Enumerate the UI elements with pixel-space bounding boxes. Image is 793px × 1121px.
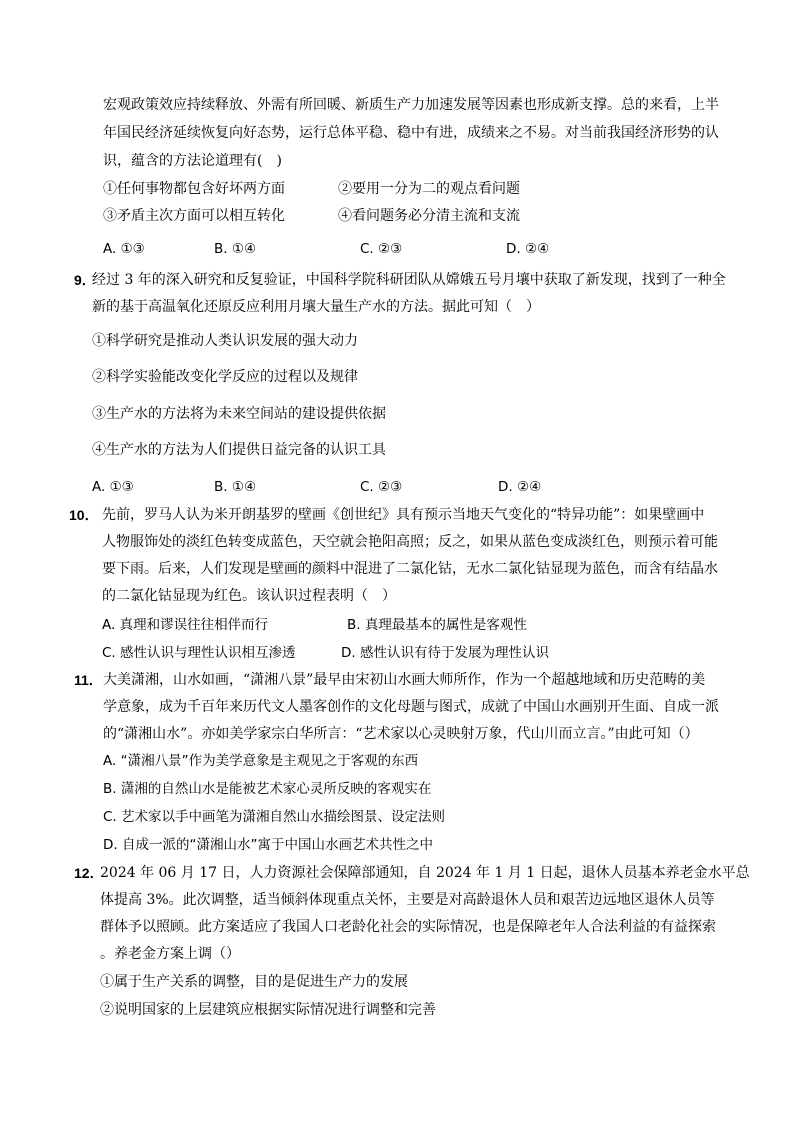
q8-choice-c[interactable]: C. ②③ <box>360 241 403 257</box>
q10-choice-d[interactable]: D. 感性认识有待于发展为理性认识 <box>341 645 549 661</box>
q11-number: 11． <box>74 672 103 688</box>
q9-line-2: 新的基于高温氧化还原反应利用月壤大量生产水的方法。据此可知（ ） <box>92 299 540 315</box>
q11-line-3: 的“潇湘山水”。亦如美学家宗白华所言：“艺术家以心灵映射万象，代山川而立言。”由此可知（） <box>103 726 699 742</box>
q10-line-1: 先前，罗马人认为米开朗基罗的壁画《创世纪》具有预示当地天气变化的“特异功能”：如果壁画中 <box>102 507 705 523</box>
q11-choice-a[interactable]: A. “潇湘八景”作为美学意象是主观见之于客观的东西 <box>103 753 419 769</box>
q8-item-2: ②要用一分为二的观点看问题 <box>338 181 520 197</box>
q10-line-3: 要下雨。后来，人们发现是壁画的颜料中混进了二氯化钴，无水二氯化钴显现为蓝色，而含有结晶水 <box>102 561 718 577</box>
q9-item-3: ③生产水的方法将为未来空间站的建设提供依据 <box>92 406 386 422</box>
q8-item-1: ①任何事物都包含好坏两方面 <box>103 181 285 197</box>
q12-line-1: 2024 年 06 月 17 日，人力资源社会保障部通知，自 2024 年 1 月 1 日起，退休人员基本养老金水平总 <box>100 865 750 881</box>
q11-choice-c[interactable]: C. 艺术家以手中画笔为潇湘自然山水描绘图景、设定法则 <box>103 809 446 825</box>
q11-choice-d[interactable]: D. 自成一派的“潇湘山水”寓于中国山水画艺术共性之中 <box>103 837 433 853</box>
q8-line-2: 年国民经济延续恢复向好态势，运行总体平稳、稳中有进，成绩来之不易。对当前我国经济形势的认 <box>103 125 719 141</box>
q9-item-4: ④生产水的方法为人们提供日益完备的认识工具 <box>92 442 386 458</box>
q8-choice-d[interactable]: D. ②④ <box>506 241 550 257</box>
q8-line-1: 宏观政策效应持续释放、外需有所回暖、新质生产力加速发展等因素也形成新支撑。总的来看，上半 <box>103 97 719 113</box>
q9-choice-d[interactable]: D. ②④ <box>498 479 542 495</box>
q12-item-2: ②说明国家的上层建筑应根据实际情况进行调整和完善 <box>100 1002 436 1018</box>
q12-item-1: ①属于生产关系的调整，目的是促进生产力的发展 <box>100 974 408 990</box>
q10-choice-c[interactable]: C. 感性认识与理性认识相互渗透 <box>102 645 296 661</box>
q11-choice-b[interactable]: B. 潇湘的自然山水是能被艺术家心灵所反映的客观实在 <box>103 781 432 797</box>
q9-choice-c[interactable]: C. ②③ <box>360 479 403 495</box>
q8-item-3: ③矛盾主次方面可以相互转化 <box>103 208 285 224</box>
q12-line-4: 。养老金方案上调（） <box>100 946 240 962</box>
q12-line-3: 群体予以照顾。此方案适应了我国人口老龄化社会的实际情况，也是保障老年人合法利益的有益探索 <box>100 919 716 935</box>
q9-number: 9． <box>74 272 96 288</box>
q12-number: 12． <box>74 865 104 881</box>
q12-line-2: 体提高 3%。此次调整，适当倾斜体现重点关怀，主要是对高龄退休人员和艰苦边远地区退休人员等 <box>100 892 715 908</box>
q9-line-1: 经过 3 年的深入研究和反复验证，中国科学院科研团队从嫦娥五号月壤中获取了新发现，找到了一种全 <box>92 272 726 288</box>
q10-choice-a[interactable]: A. 真理和谬误往往相伴而行 <box>102 617 269 633</box>
q10-line-4: 的二氯化钴显现为红色。该认识过程表明（ ） <box>102 588 396 604</box>
q11-line-1: 大美潇湘，山水如画，“潇湘八景”最早由宋初山水画大师所作，作为一个超越地域和历史范畴的美 <box>103 672 706 688</box>
q8-choice-b[interactable]: B. ①④ <box>214 241 257 257</box>
q9-choice-b[interactable]: B. ①④ <box>214 479 257 495</box>
q8-item-4: ④看问题务必分清主流和支流 <box>338 208 520 224</box>
q9-item-2: ②科学实验能改变化学反应的过程以及规律 <box>92 369 358 385</box>
q9-choice-a[interactable]: A. ①③ <box>92 479 134 495</box>
q10-choice-b[interactable]: B. 真理最基本的属性是客观性 <box>347 617 527 633</box>
q10-line-2: 人物服饰处的淡红色转变成蓝色，天空就会艳阳高照；反之，如果从蓝色变成淡红色，则预示着可能 <box>102 534 718 550</box>
q8-line-3: 识，蕴含的方法论道理有( ) <box>103 153 282 169</box>
q8-choice-a[interactable]: A. ①③ <box>103 241 145 257</box>
q11-line-2: 学意象，成为千百年来历代文人墨客创作的文化母题与图式，成就了中国山水画别开生面、自成一派 <box>103 699 719 715</box>
q9-item-1: ①科学研究是推动人类认识发展的强大动力 <box>92 333 358 349</box>
q10-number: 10． <box>69 507 99 523</box>
